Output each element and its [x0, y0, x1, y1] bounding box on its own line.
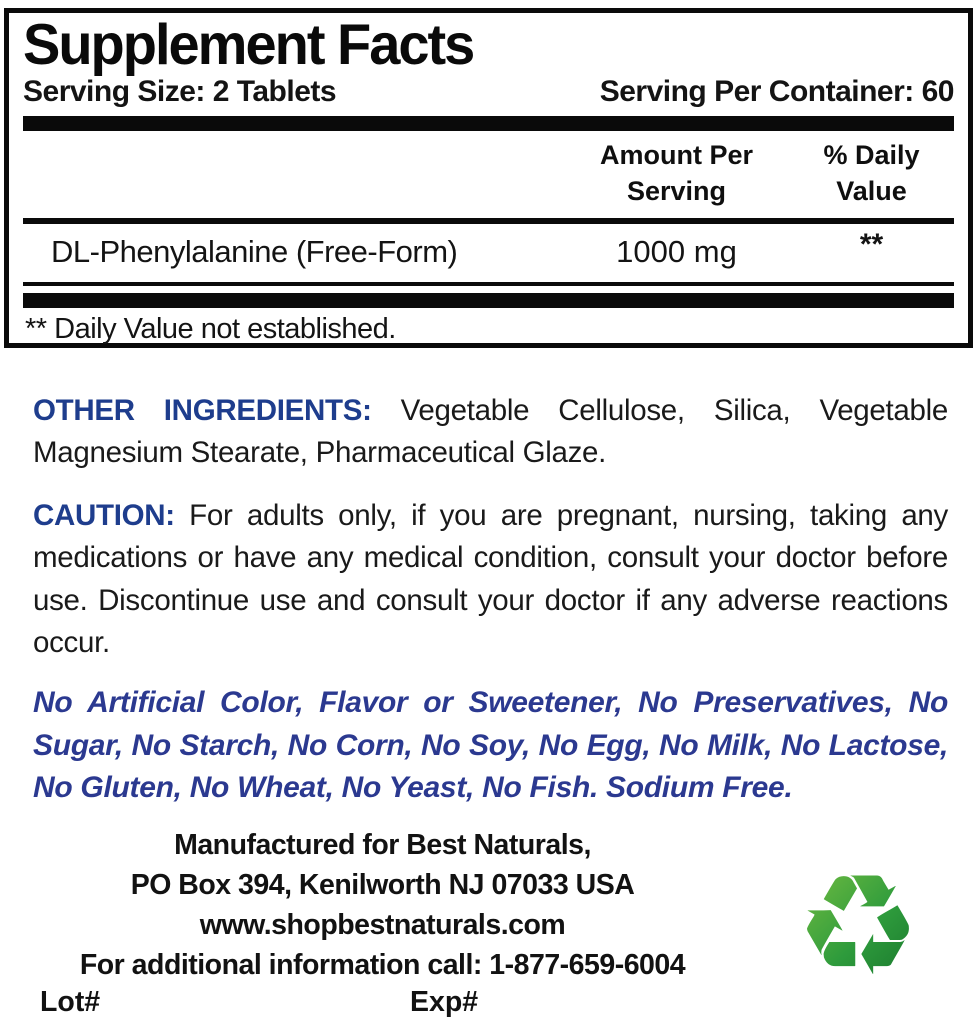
claims-paragraph: No Artificial Color, Flavor or Sweetener, No Preservatives, No Sugar, No Starch, No Corn, No Soy, No Egg, No Milk, No Lactose, No Gluten, No Wheat, No Yeast, No Fish. Sodium Free.	[33, 686, 948, 805]
divider-thick-top	[23, 116, 954, 131]
nutrient-name: DL-Phenylalanine (Free-Form)	[51, 233, 458, 269]
serving-size: Serving Size: 2 Tablets	[23, 74, 337, 108]
address-line: PO Box 394, Kenilworth NJ 07033 USA	[130, 868, 635, 901]
facts-header-row	[23, 131, 954, 218]
caution-label: CAUTION:	[33, 499, 175, 532]
other-ingredients-text: Vegetable Cellulose, Silica, Vegetable Magnesium Stearate, Pharmaceutical Glaze.	[33, 394, 948, 470]
nutrient-amount: 1000 mg	[616, 233, 737, 269]
serving-row	[23, 75, 954, 109]
manufacturer-block	[0, 826, 765, 986]
supplement-facts-panel	[4, 8, 973, 348]
caution-text: For adults only, if you are pregnant, nursing, taking any medications or have any medical condition, consult your doctor before use. Discontinue use and consult your doctor if any adverse reactions occur.	[33, 499, 948, 660]
header-amount-per-serving: Amount Per Serving	[599, 139, 753, 207]
manufacturer-line: Manufactured for Best Naturals,	[174, 829, 591, 861]
other-ingredients-label: OTHER INGREDIENTS:	[33, 394, 372, 427]
servings-per-container: Serving Per Container: 60	[599, 74, 954, 108]
panel-title: Supplement Facts	[23, 11, 474, 77]
website-line: www.shopbestnaturals.com	[199, 908, 566, 941]
caution-paragraph	[33, 495, 948, 665]
phone-line: For additional information call: 1-877-659-6004	[79, 948, 686, 981]
recycle-icon: ♻	[795, 845, 921, 1008]
nutrient-daily-value: **	[859, 227, 884, 261]
other-ingredients-paragraph	[33, 390, 948, 475]
lot-label: Lot#	[40, 986, 101, 1018]
header-percent-daily-value: % Daily Value	[823, 139, 920, 207]
daily-value-footnote: ** Daily Value not established.	[25, 312, 396, 345]
divider-thin	[23, 282, 954, 286]
table-row	[23, 224, 954, 282]
divider-thick-bottom	[23, 293, 954, 308]
exp-label: Exp#	[410, 986, 479, 1018]
